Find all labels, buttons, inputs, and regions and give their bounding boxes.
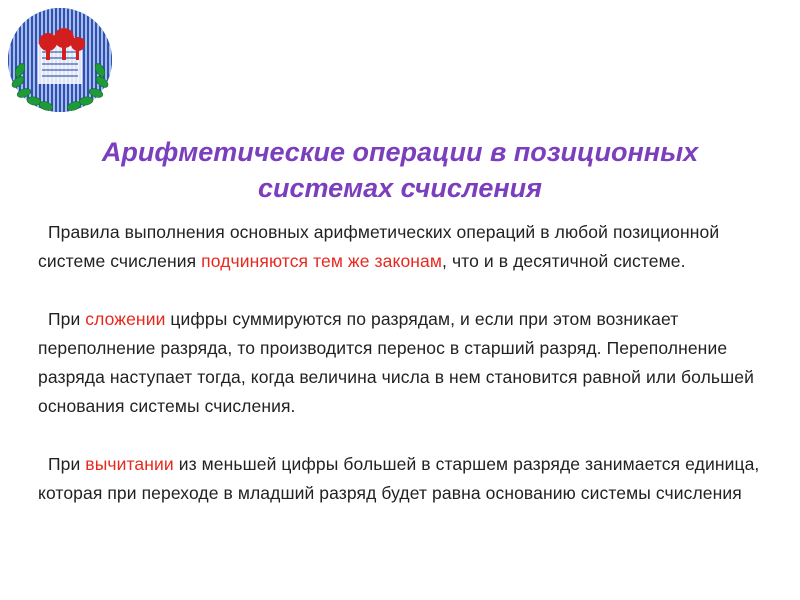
slide-title-line-2: системах счисления <box>257 173 543 203</box>
paragraph-rules-lead: Правила выполнения основных арифметических операций в любой позиционной системе счисления <box>38 222 720 271</box>
paragraph-addition <box>38 305 778 421</box>
paragraph-subtraction-lead: При <box>47 454 86 474</box>
slide-title <box>0 134 800 206</box>
paragraph-addition-highlight: сложении <box>85 309 166 329</box>
paragraph-rules-highlight: подчиняются тем же законам <box>201 251 443 271</box>
paragraph-subtraction-tail: из меньшей цифры большей в старшем разряде занимается единица, которая при переходе в младший разряд будет равна основанию системы счисления <box>38 454 760 503</box>
paragraph-rules-tail: , что и в десятичной системе. <box>442 251 686 271</box>
paragraph-addition-lead: При <box>47 309 86 329</box>
paragraph-subtraction-highlight: вычитании <box>85 454 174 474</box>
school-emblem-icon <box>4 4 116 116</box>
paragraph-addition-tail: цифры суммируются по разрядам, и если при этом возникает переполнение разряда, то производится перенос в старший разряд. Переполнение разряда наступает тогда, когда величина числа в нем становится равной или большей основания системы счисления. <box>38 309 754 416</box>
slide-body <box>38 218 778 508</box>
slide-title-line-1: Арифметические операции в позиционных <box>101 137 699 167</box>
paragraph-rules <box>38 218 778 276</box>
paragraph-subtraction <box>38 450 778 508</box>
